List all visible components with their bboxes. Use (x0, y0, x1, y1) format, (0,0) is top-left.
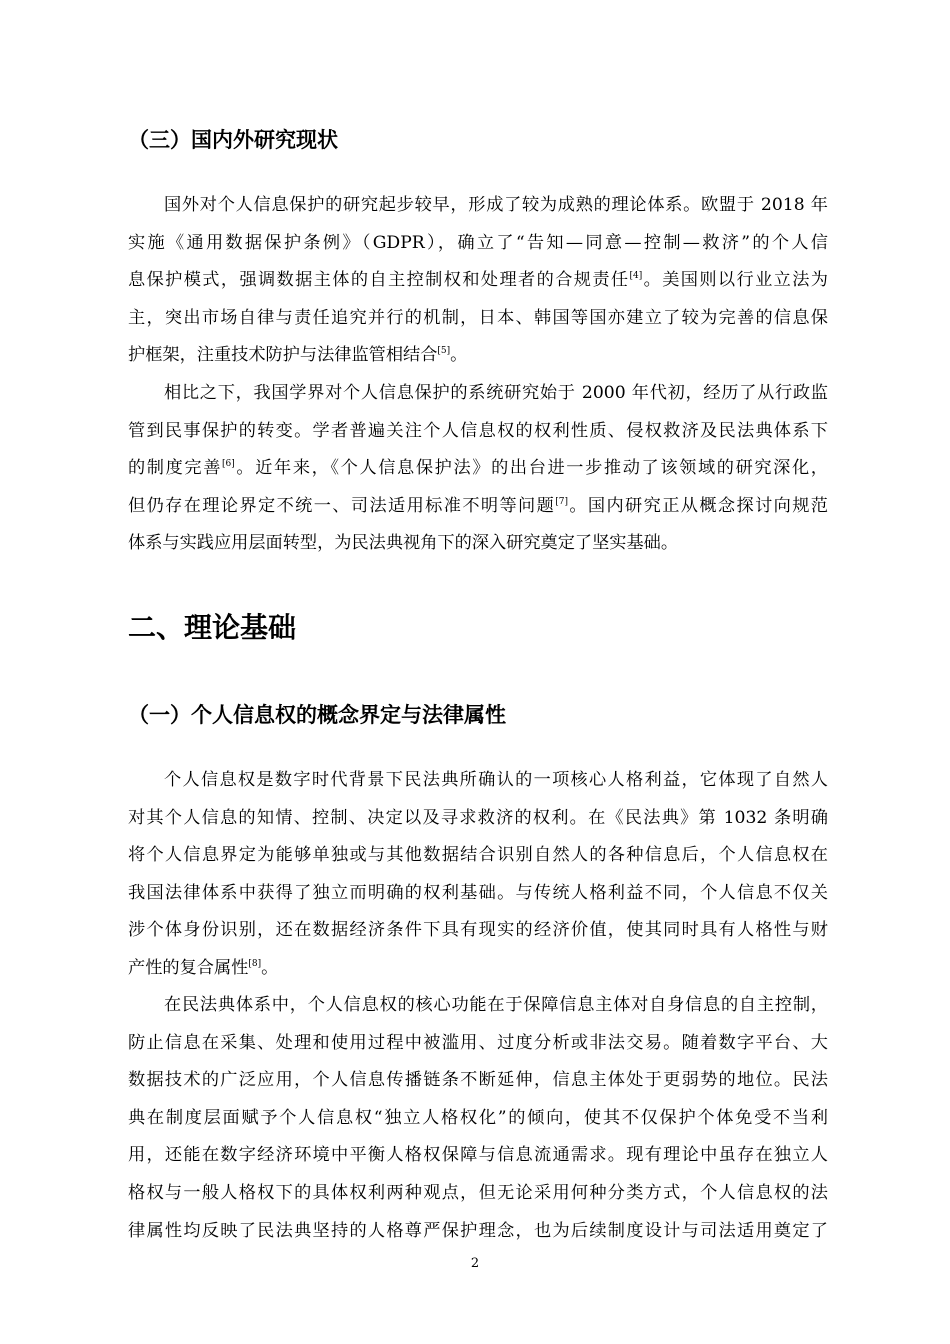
paragraph-domestic-research (128, 375, 828, 563)
paragraph-concept-definition (128, 762, 828, 988)
paragraph-line (128, 950, 828, 988)
paragraph-line: 我国法律体系中获得了独立而明确的权利基础。与传统人格利益不同，个人信息不仅关 (128, 882, 828, 903)
chapter-heading-theory: 二、理论基础 (128, 611, 297, 644)
paragraph-line: 格权与一般人格权下的具体权利两种观点，但无论采用何种分类方式，个人信息权的法 (128, 1182, 828, 1203)
paragraph-line: 管到民事保护的转变。学者普遍关注个人信息权的权利性质、侵权救济及民法典体系下 (128, 420, 828, 441)
paragraph-line: 涉个体身份识别，还在数据经济条件下具有现实的经济价值，使其同时具有人格性与财 (128, 920, 828, 941)
paragraph-line: 相比之下，我国学界对个人信息保护的系统研究始于 2000 年代初，经历了从行政监 (164, 383, 828, 403)
citation-ref: [4] (629, 271, 643, 282)
line-text: 。国内研究正从概念探讨向规范 (567, 495, 828, 516)
paragraph-line: 个人信息权是数字时代背景下民法典所确认的一项核心人格利益，它体现了自然人 (164, 770, 828, 790)
line-text: 息保护模式，强调数据主体的自主控制权和处理者的合规责任 (128, 270, 630, 291)
section-heading-research-status: （三）国内外研究现状 (128, 128, 338, 152)
paragraph-line: 防止信息在采集、处理和使用过程中被滥用、过度分析或非法交易。随着数字平台、大 (128, 1032, 828, 1053)
citation-ref: [6] (222, 459, 235, 470)
paragraph-line: 体系与实践应用层面转型，为民法典视角下的深入研究奠定了坚实基础。 (128, 533, 679, 554)
paragraph-line: 在民法典体系中，个人信息权的核心功能在于保障信息主体对自身信息的自主控制， (164, 995, 828, 1015)
paragraph-line: 用，还能在数字经济环境中平衡人格权保障与信息流通需求。现有理论中虽存在独立人 (128, 1145, 828, 1166)
paragraph-core-function (128, 987, 828, 1250)
citation-ref: [8] (248, 958, 262, 969)
line-text: 的制度完善 (128, 458, 223, 479)
paragraph-line: 数据技术的广泛应用，个人信息传播链条不断延伸，信息主体处于更弱势的地位。民法 (128, 1070, 828, 1091)
section-heading-concept: （一）个人信息权的概念界定与法律属性 (128, 703, 506, 727)
line-text: 。 (261, 957, 279, 978)
line-text: 产性的复合属性 (128, 957, 249, 978)
line-text: 护框架，注重技术防护与法律监管相结合 (128, 345, 438, 366)
line-text: 。 (450, 345, 468, 366)
paragraph-line: 对其个人信息的知情、控制、决定以及寻求救济的权利。在《民法典》第 1032 条明确 (128, 807, 828, 828)
paragraph-line: 典在制度层面赋予个人信息权“独立人格权化”的倾向，使其不仅保护个体免受不当利 (128, 1107, 828, 1128)
paragraph-line: 律属性均反映了民法典坚持的人格尊严保护理念，也为后续制度设计与司法适用奠定了 (128, 1220, 828, 1241)
paragraph-line: 实施《通用数据保护条例》（GDPR），确立了“告知—同意—控制—救济”的个人信 (128, 232, 828, 253)
page-number: 2 (470, 1256, 480, 1271)
paragraph-line (128, 450, 828, 488)
paragraph-line: 将个人信息界定为能够单独或与其他数据结合识别自然人的各种信息后，个人信息权在 (128, 845, 828, 866)
paragraph-line (128, 262, 828, 300)
paragraph-line (128, 337, 828, 375)
line-text: 。美国则以行业立法为 (642, 270, 828, 291)
citation-ref: [5] (437, 346, 451, 357)
citation-ref: [7] (555, 496, 568, 507)
paragraph-line: 主，突出市场自律与责任追究并行的机制，日本、韩国等国亦建立了较为完善的信息保 (128, 307, 828, 328)
paragraph-line (128, 488, 828, 526)
paragraph-line: 国外对个人信息保护的研究起步较早，形成了较为成熟的理论体系。欧盟于 2018 年 (164, 195, 828, 215)
line-text: 。近年来，《个人信息保护法》的出台进一步推动了该领域的研究深化， (234, 458, 828, 479)
line-text: 但仍存在理论界定不统一、司法适用标准不明等问题 (128, 495, 556, 516)
paragraph-foreign-research (128, 187, 828, 375)
